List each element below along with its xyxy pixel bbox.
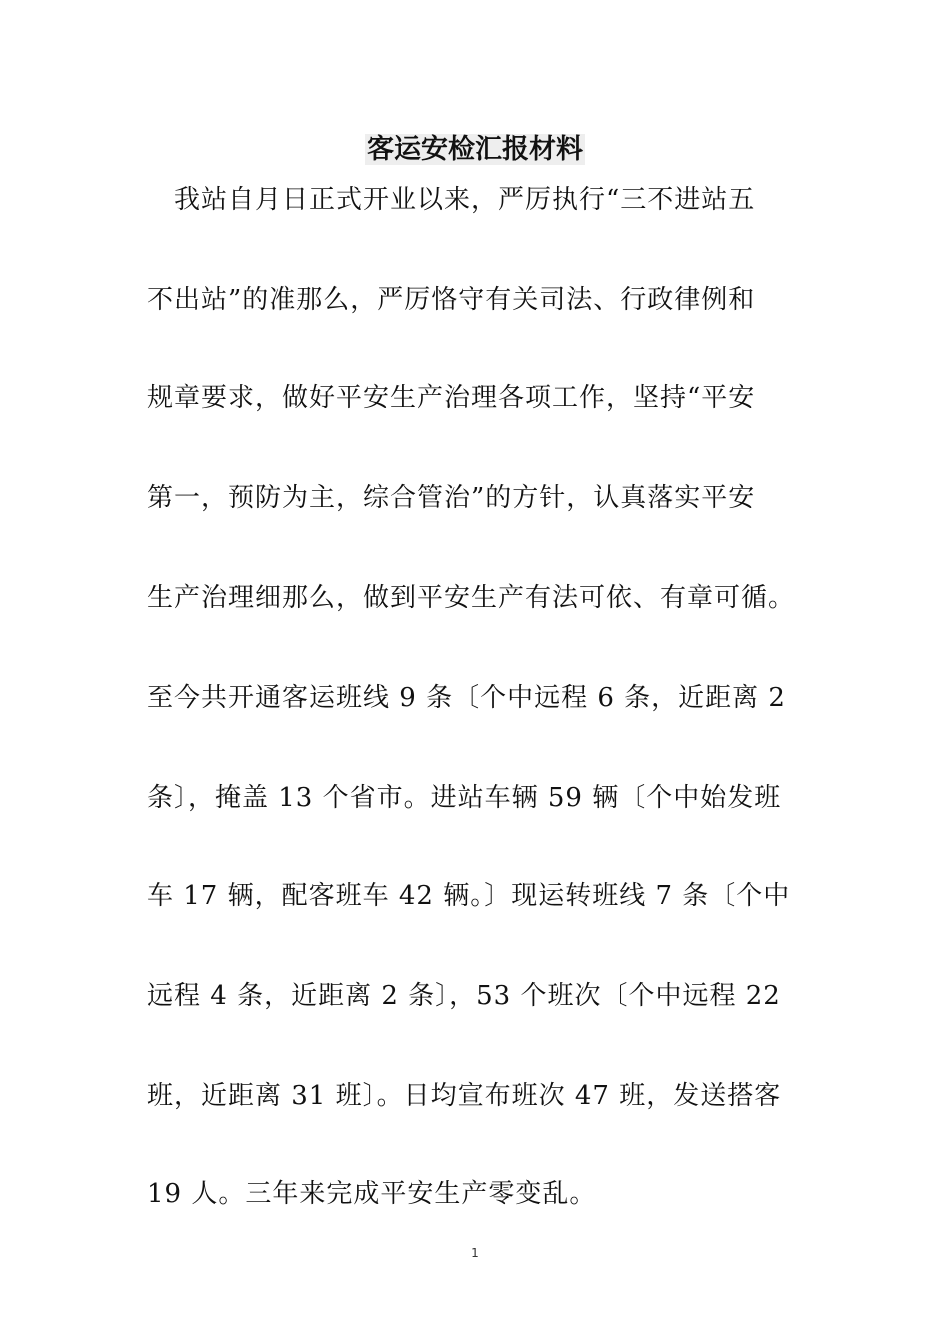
paragraph-line-9: 远程 4 条，近距离 2 条〕，53 个班次〔个中远程 22 — [147, 981, 781, 1011]
paragraph-line-11: 19 人。三年来完成平安生产零变乱。 — [147, 1179, 597, 1209]
paragraph-line-10: 班，近距离 31 班〕。日均宣布班次 47 班，发送搭客 — [147, 1081, 782, 1111]
paragraph-line-3: 规章要求，做好平安生产治理各项工作，坚持“平安 — [147, 383, 756, 413]
paragraph-line-2: 不出站”的准那么，严厉恪守有关司法、行政律例和 — [147, 285, 756, 315]
paragraph-line-6: 至今共开通客运班线 9 条〔个中远程 6 条，近距离 2 — [147, 683, 786, 713]
document-title-text: 客运安检汇报材料 — [367, 134, 583, 165]
paragraph-line-5: 生产治理细那么，做到平安生产有法可依、有章可循。 — [147, 583, 796, 613]
page-number: 1 — [471, 1246, 479, 1260]
paragraph-line-8: 车 17 辆，配客班车 42 辆。〕现运转班线 7 条〔个中 — [147, 881, 791, 911]
paragraph-line-1: 我站自月日正式开业以来，严厉执行“三不进站五 — [147, 185, 756, 215]
document-title — [0, 130, 950, 170]
paragraph-line-4: 第一，预防为主，综合管治”的方针，认真落实平安 — [147, 483, 756, 513]
paragraph-line-7: 条〕，掩盖 13 个省市。进站车辆 59 辆〔个中始发班 — [147, 783, 782, 813]
